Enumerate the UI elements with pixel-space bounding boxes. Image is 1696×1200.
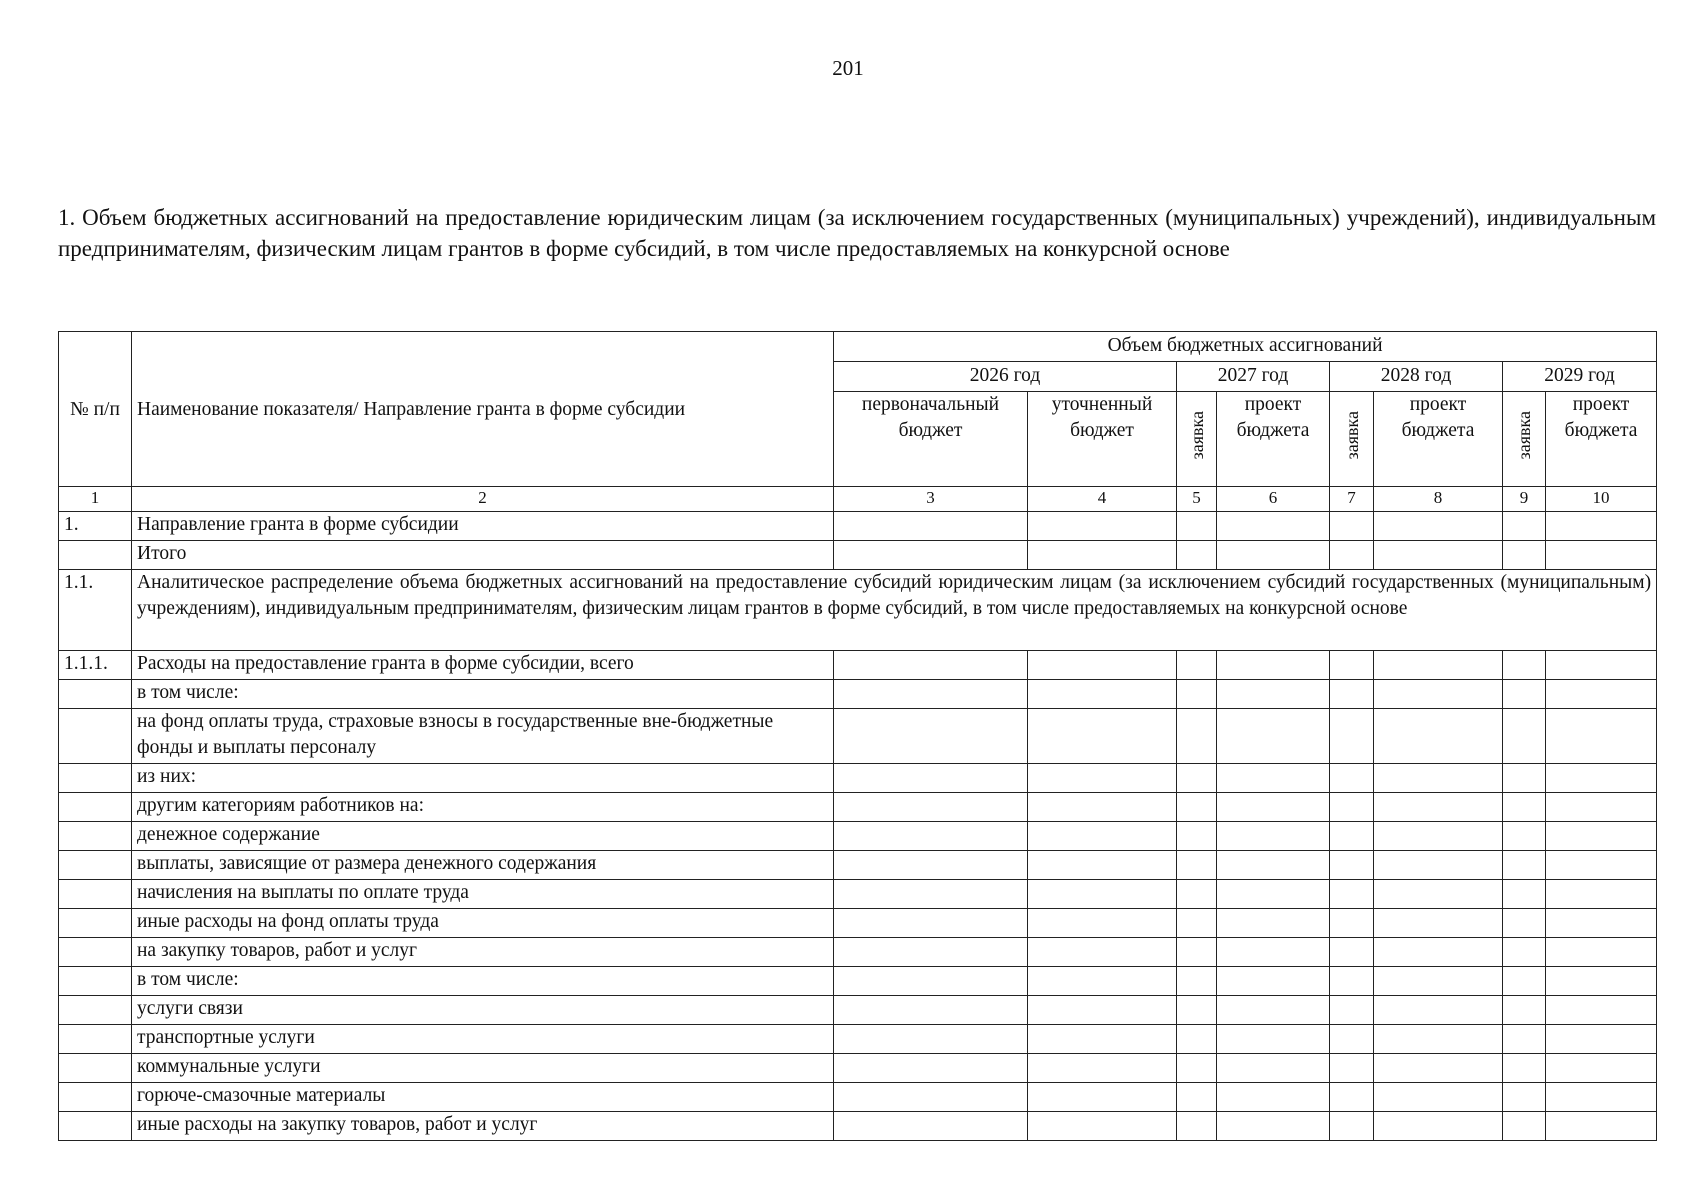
value-cell[interactable] bbox=[1177, 822, 1217, 851]
row-number bbox=[59, 822, 132, 851]
value-cell[interactable] bbox=[1546, 996, 1657, 1025]
value-cell[interactable] bbox=[1374, 1025, 1503, 1054]
value-cell[interactable] bbox=[834, 909, 1028, 938]
budget-table bbox=[58, 331, 1657, 1141]
value-cell[interactable] bbox=[1330, 651, 1374, 680]
value-cell[interactable] bbox=[1503, 1054, 1546, 1083]
value-cell[interactable] bbox=[1503, 512, 1546, 541]
row-number bbox=[59, 680, 132, 709]
value-cell[interactable] bbox=[1028, 967, 1177, 996]
value-cell[interactable] bbox=[1177, 680, 1217, 709]
value-cell[interactable] bbox=[1503, 822, 1546, 851]
value-cell[interactable] bbox=[1028, 1083, 1177, 1112]
value-cell[interactable] bbox=[1503, 880, 1546, 909]
table-row bbox=[59, 996, 1657, 1025]
value-cell[interactable] bbox=[834, 764, 1028, 793]
row-name: на закупку товаров, работ и услуг bbox=[132, 938, 834, 967]
value-cell[interactable] bbox=[1217, 909, 1330, 938]
value-cell[interactable] bbox=[1177, 1025, 1217, 1054]
row-number bbox=[59, 909, 132, 938]
column-number: 7 bbox=[1330, 487, 1374, 512]
header-draft-2029: проект бюджета bbox=[1546, 392, 1657, 487]
value-cell[interactable] bbox=[1374, 793, 1503, 822]
row-number: 1.1.1. bbox=[59, 651, 132, 680]
value-cell[interactable] bbox=[1374, 541, 1503, 570]
value-cell[interactable] bbox=[1374, 1112, 1503, 1141]
value-cell[interactable] bbox=[1217, 967, 1330, 996]
value-cell[interactable] bbox=[1503, 1112, 1546, 1141]
column-number: 2 bbox=[132, 487, 834, 512]
table-row bbox=[59, 570, 1657, 651]
value-cell[interactable] bbox=[1330, 512, 1374, 541]
value-cell[interactable] bbox=[1330, 541, 1374, 570]
value-cell[interactable] bbox=[1330, 822, 1374, 851]
table-row bbox=[59, 909, 1657, 938]
header-request-label: заявка bbox=[1341, 410, 1362, 460]
value-cell[interactable] bbox=[1217, 709, 1330, 764]
value-cell[interactable] bbox=[1374, 680, 1503, 709]
table-row bbox=[59, 880, 1657, 909]
table-row bbox=[59, 512, 1657, 541]
value-cell[interactable] bbox=[1028, 1025, 1177, 1054]
row-name: другим категориям работников на: bbox=[132, 793, 834, 822]
header-updated-budget: уточненный бюджет bbox=[1028, 392, 1177, 487]
header-initial-budget: первоначальный бюджет bbox=[834, 392, 1028, 487]
column-number: 9 bbox=[1503, 487, 1546, 512]
value-cell[interactable] bbox=[834, 822, 1028, 851]
value-cell[interactable] bbox=[1177, 1112, 1217, 1141]
value-cell[interactable] bbox=[1217, 851, 1330, 880]
value-cell[interactable] bbox=[1546, 541, 1657, 570]
value-cell[interactable] bbox=[1546, 1054, 1657, 1083]
value-cell[interactable] bbox=[1503, 1025, 1546, 1054]
value-cell[interactable] bbox=[1177, 541, 1217, 570]
value-cell[interactable] bbox=[834, 709, 1028, 764]
row-number bbox=[59, 938, 132, 967]
value-cell[interactable] bbox=[1503, 680, 1546, 709]
table-row bbox=[59, 680, 1657, 709]
header-indicator-name: Наименование показателя/ Направление гранта в форме субсидии bbox=[132, 332, 834, 487]
row-name: выплаты, зависящие от размера денежного содержания bbox=[132, 851, 834, 880]
value-cell[interactable] bbox=[1217, 1025, 1330, 1054]
row-number bbox=[59, 851, 132, 880]
header-year-2028: 2028 год bbox=[1330, 362, 1503, 392]
value-cell[interactable] bbox=[1330, 967, 1374, 996]
value-cell[interactable] bbox=[1217, 996, 1330, 1025]
value-cell[interactable] bbox=[1503, 764, 1546, 793]
value-cell[interactable] bbox=[1028, 512, 1177, 541]
table-row bbox=[59, 822, 1657, 851]
value-cell[interactable] bbox=[1503, 709, 1546, 764]
row-name: Направление гранта в форме субсидии bbox=[132, 512, 834, 541]
row-number bbox=[59, 1083, 132, 1112]
value-cell[interactable] bbox=[1503, 996, 1546, 1025]
value-cell[interactable] bbox=[1330, 1025, 1374, 1054]
value-cell[interactable] bbox=[1217, 1112, 1330, 1141]
value-cell[interactable] bbox=[1330, 709, 1374, 764]
table-row bbox=[59, 541, 1657, 570]
value-cell[interactable] bbox=[834, 1054, 1028, 1083]
value-cell[interactable] bbox=[1028, 680, 1177, 709]
value-cell[interactable] bbox=[834, 1112, 1028, 1141]
header-budget-volume: Объем бюджетных ассигнований bbox=[834, 332, 1657, 362]
value-cell[interactable] bbox=[1330, 793, 1374, 822]
value-cell[interactable] bbox=[1330, 909, 1374, 938]
value-cell[interactable] bbox=[1217, 680, 1330, 709]
value-cell[interactable] bbox=[1217, 938, 1330, 967]
header-row-number: № п/п bbox=[59, 332, 132, 487]
value-cell[interactable] bbox=[1546, 680, 1657, 709]
row-number bbox=[59, 709, 132, 764]
value-cell[interactable] bbox=[1374, 967, 1503, 996]
row-number bbox=[59, 1025, 132, 1054]
value-cell[interactable] bbox=[1374, 764, 1503, 793]
value-cell[interactable] bbox=[1374, 1054, 1503, 1083]
row-name: в том числе: bbox=[132, 680, 834, 709]
table-row bbox=[59, 709, 1657, 764]
value-cell[interactable] bbox=[1028, 709, 1177, 764]
value-cell[interactable] bbox=[1374, 880, 1503, 909]
value-cell[interactable] bbox=[834, 651, 1028, 680]
table-row bbox=[59, 1083, 1657, 1112]
table-row bbox=[59, 851, 1657, 880]
row-name: горюче-смазочные материалы bbox=[132, 1083, 834, 1112]
column-number: 1 bbox=[59, 487, 132, 512]
value-cell[interactable] bbox=[1330, 1054, 1374, 1083]
header-request-2028 bbox=[1330, 392, 1374, 487]
row-name: Расходы на предоставление гранта в форме субсидии, всего bbox=[132, 651, 834, 680]
value-cell[interactable] bbox=[1503, 909, 1546, 938]
section-title: 1. Объем бюджетных ассигнований на предоставление юридическим лицам (за исключением государственных (муниципальных) учреждений), индивидуальным предпринимателям, физическим лицам грантов в форме субсидий, в том числе предоставляемых на конкурсной основе bbox=[58, 205, 1656, 261]
value-cell[interactable] bbox=[1217, 822, 1330, 851]
value-cell[interactable] bbox=[1330, 938, 1374, 967]
value-cell[interactable] bbox=[1546, 967, 1657, 996]
value-cell[interactable] bbox=[1546, 651, 1657, 680]
value-cell[interactable] bbox=[834, 880, 1028, 909]
table-row bbox=[59, 764, 1657, 793]
value-cell[interactable] bbox=[1028, 851, 1177, 880]
value-cell[interactable] bbox=[1546, 1083, 1657, 1112]
value-cell[interactable] bbox=[1028, 1112, 1177, 1141]
row-name: услуги связи bbox=[132, 996, 834, 1025]
row-number bbox=[59, 880, 132, 909]
column-number: 4 bbox=[1028, 487, 1177, 512]
value-cell[interactable] bbox=[1330, 996, 1374, 1025]
value-cell[interactable] bbox=[1330, 680, 1374, 709]
value-cell[interactable] bbox=[1177, 938, 1217, 967]
value-cell[interactable] bbox=[1546, 512, 1657, 541]
value-cell[interactable] bbox=[834, 967, 1028, 996]
value-cell[interactable] bbox=[1177, 512, 1217, 541]
column-number: 5 bbox=[1177, 487, 1217, 512]
value-cell[interactable] bbox=[1028, 938, 1177, 967]
value-cell[interactable] bbox=[1503, 651, 1546, 680]
value-cell[interactable] bbox=[1546, 851, 1657, 880]
value-cell[interactable] bbox=[1374, 851, 1503, 880]
value-cell[interactable] bbox=[1374, 651, 1503, 680]
value-cell[interactable] bbox=[1177, 996, 1217, 1025]
value-cell[interactable] bbox=[1546, 880, 1657, 909]
value-cell[interactable] bbox=[1503, 541, 1546, 570]
value-cell[interactable] bbox=[1374, 1083, 1503, 1112]
row-name: Итого bbox=[132, 541, 834, 570]
value-cell[interactable] bbox=[1374, 909, 1503, 938]
value-cell[interactable] bbox=[1217, 1083, 1330, 1112]
row-name: начисления на выплаты по оплате труда bbox=[132, 880, 834, 909]
row-name: на фонд оплаты труда, страховые взносы в государственные вне-бюджетные фонды и выплаты персоналу bbox=[132, 709, 834, 764]
value-cell[interactable] bbox=[1546, 793, 1657, 822]
value-cell[interactable] bbox=[1028, 541, 1177, 570]
table-row bbox=[59, 967, 1657, 996]
table-row bbox=[59, 793, 1657, 822]
value-cell[interactable] bbox=[1546, 909, 1657, 938]
row-name: из них: bbox=[132, 764, 834, 793]
value-cell[interactable] bbox=[1217, 1054, 1330, 1083]
value-cell[interactable] bbox=[1177, 1083, 1217, 1112]
value-cell[interactable] bbox=[834, 996, 1028, 1025]
value-cell[interactable] bbox=[1028, 822, 1177, 851]
row-name: коммунальные услуги bbox=[132, 1054, 834, 1083]
value-cell[interactable] bbox=[1177, 793, 1217, 822]
value-cell[interactable] bbox=[1028, 996, 1177, 1025]
value-cell[interactable] bbox=[1330, 851, 1374, 880]
value-cell[interactable] bbox=[834, 1025, 1028, 1054]
value-cell[interactable] bbox=[1177, 880, 1217, 909]
value-cell[interactable] bbox=[1330, 880, 1374, 909]
row-name: Аналитическое распределение объема бюджетных ассигнований на предоставление субсидий юридическим лицам (за исключением субсидий государственных (муниципальным) учреждениям), индивидуальным предпринимателям, физическим лицам грантов в форме субсидий, в том числе предоставляемых на конкурсной основе bbox=[132, 570, 1657, 651]
value-cell[interactable] bbox=[1217, 512, 1330, 541]
value-cell[interactable] bbox=[1217, 541, 1330, 570]
value-cell[interactable] bbox=[1374, 996, 1503, 1025]
value-cell[interactable] bbox=[1217, 793, 1330, 822]
value-cell[interactable] bbox=[1177, 709, 1217, 764]
table-body bbox=[59, 512, 1657, 1141]
value-cell[interactable] bbox=[834, 938, 1028, 967]
row-name: денежное содержание bbox=[132, 822, 834, 851]
value-cell[interactable] bbox=[1374, 512, 1503, 541]
row-number: 1. bbox=[59, 512, 132, 541]
header-draft-2027: проект бюджета bbox=[1217, 392, 1330, 487]
value-cell[interactable] bbox=[1374, 938, 1503, 967]
column-number: 3 bbox=[834, 487, 1028, 512]
value-cell[interactable] bbox=[1546, 1025, 1657, 1054]
value-cell[interactable] bbox=[1177, 967, 1217, 996]
value-cell[interactable] bbox=[1330, 764, 1374, 793]
value-cell[interactable] bbox=[1028, 1054, 1177, 1083]
row-number: 1.1. bbox=[59, 570, 132, 651]
value-cell[interactable] bbox=[834, 680, 1028, 709]
value-cell[interactable] bbox=[1028, 793, 1177, 822]
value-cell[interactable] bbox=[834, 1083, 1028, 1112]
value-cell[interactable] bbox=[834, 851, 1028, 880]
value-cell[interactable] bbox=[1503, 967, 1546, 996]
row-number bbox=[59, 996, 132, 1025]
value-cell[interactable] bbox=[1503, 938, 1546, 967]
header-year-2026: 2026 год bbox=[834, 362, 1177, 392]
table-row bbox=[59, 1112, 1657, 1141]
value-cell[interactable] bbox=[1028, 880, 1177, 909]
value-cell[interactable] bbox=[1503, 1083, 1546, 1112]
header-draft-2028: проект бюджета bbox=[1374, 392, 1503, 487]
header-request-2029 bbox=[1503, 392, 1546, 487]
page-number: 201 bbox=[832, 56, 864, 80]
row-name: иные расходы на фонд оплаты труда bbox=[132, 909, 834, 938]
value-cell[interactable] bbox=[1028, 651, 1177, 680]
value-cell[interactable] bbox=[1177, 1054, 1217, 1083]
header-year-2029: 2029 год bbox=[1503, 362, 1657, 392]
value-cell[interactable] bbox=[1374, 822, 1503, 851]
column-number: 6 bbox=[1217, 487, 1330, 512]
value-cell[interactable] bbox=[1546, 764, 1657, 793]
row-name: в том числе: bbox=[132, 967, 834, 996]
value-cell[interactable] bbox=[1177, 651, 1217, 680]
value-cell[interactable] bbox=[1177, 764, 1217, 793]
value-cell[interactable] bbox=[834, 793, 1028, 822]
value-cell[interactable] bbox=[1374, 709, 1503, 764]
value-cell[interactable] bbox=[1028, 909, 1177, 938]
value-cell[interactable] bbox=[1546, 822, 1657, 851]
row-number bbox=[59, 1054, 132, 1083]
value-cell[interactable] bbox=[1217, 764, 1330, 793]
header-request-label: заявка bbox=[1186, 410, 1207, 460]
column-number: 8 bbox=[1374, 487, 1503, 512]
header-request-2027 bbox=[1177, 392, 1217, 487]
row-number bbox=[59, 764, 132, 793]
row-number bbox=[59, 793, 132, 822]
value-cell[interactable] bbox=[1546, 1112, 1657, 1141]
value-cell[interactable] bbox=[834, 541, 1028, 570]
header-year-2027: 2027 год bbox=[1177, 362, 1330, 392]
value-cell[interactable] bbox=[1546, 709, 1657, 764]
table-row bbox=[59, 1025, 1657, 1054]
table-row bbox=[59, 1054, 1657, 1083]
row-name: иные расходы на закупку товаров, работ и услуг bbox=[132, 1112, 834, 1141]
column-number: 10 bbox=[1546, 487, 1657, 512]
value-cell[interactable] bbox=[1217, 651, 1330, 680]
value-cell[interactable] bbox=[1330, 1083, 1374, 1112]
value-cell[interactable] bbox=[1177, 851, 1217, 880]
row-name: транспортные услуги bbox=[132, 1025, 834, 1054]
value-cell[interactable] bbox=[1177, 909, 1217, 938]
value-cell[interactable] bbox=[1217, 880, 1330, 909]
header-request-label: заявка bbox=[1514, 410, 1534, 460]
value-cell[interactable] bbox=[1546, 938, 1657, 967]
table-row bbox=[59, 938, 1657, 967]
value-cell[interactable] bbox=[834, 512, 1028, 541]
value-cell[interactable] bbox=[1503, 851, 1546, 880]
row-number bbox=[59, 1112, 132, 1141]
value-cell[interactable] bbox=[1028, 764, 1177, 793]
row-number bbox=[59, 541, 132, 570]
value-cell[interactable] bbox=[1503, 793, 1546, 822]
value-cell[interactable] bbox=[1330, 1112, 1374, 1141]
table-row bbox=[59, 651, 1657, 680]
row-number bbox=[59, 967, 132, 996]
